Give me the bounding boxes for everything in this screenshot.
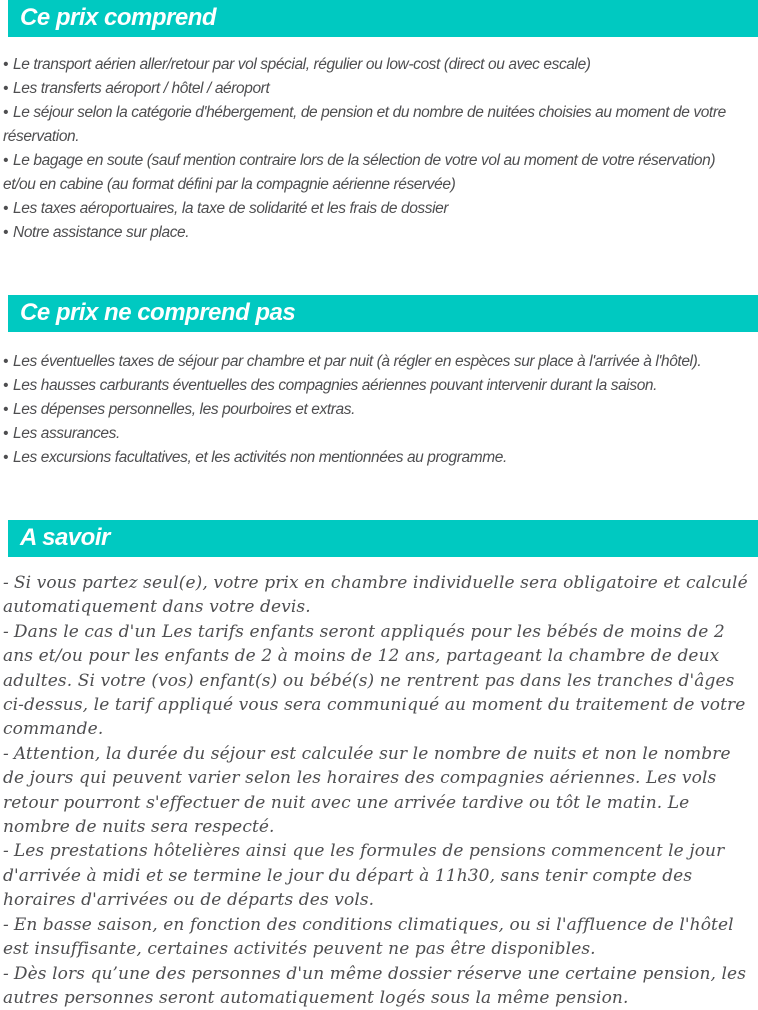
section-title-price-excludes: Ce prix ne comprend pas [20,301,295,327]
list-item-text: Notre assistance sur place. [13,224,189,241]
bullet-marker: • [3,353,8,370]
list-item [3,221,748,245]
list-item-text: Le bagage en soute (sauf mention contraire lors de la sélection de votre vol au moment de votre réservation) et/ou en cabine (au format défini par la compagnie aérienne réservée) [3,152,715,193]
bullet-marker: • [3,152,8,169]
dash-marker: - [3,622,9,642]
list-item-text: Dès lors qu’une des personnes d'un même dossier réserve une certaine pension, les autres personnes seront automatiquement logés sous la même pension. [3,964,746,1008]
section-price-excludes [0,295,758,520]
list-item [3,398,748,422]
list-item [3,422,748,446]
section-title-price-includes: Ce prix comprend [20,6,216,32]
list-item-text: En basse saison, en fonction des conditions climatiques, ou si l'affluence de l'hôtel est insuffisante, certaines activités peuvent ne pas être disponibles. [3,915,734,959]
price-excludes-list [0,332,758,520]
section-header-price-excludes [8,295,758,332]
list-item [3,149,748,197]
dash-marker: - [3,744,9,764]
list-item [3,101,748,149]
list-item-text: Les dépenses personnelles, les pourboires et extras. [13,401,355,418]
list-item-text: Le séjour selon la catégorie d'hébergement, de pension et du nombre de nuitées choisies au moment de votre réservation. [3,104,726,145]
price-includes-list [0,37,758,295]
section-header-to-know [8,520,758,557]
bullet-marker: • [3,200,8,217]
bullet-marker: • [3,104,8,121]
list-item-text: Les assurances. [13,425,120,442]
list-item [3,53,748,77]
list-item-text: Le transport aérien aller/retour par vol spécial, régulier ou low-cost (direct ou avec escale) [13,56,591,73]
bullet-marker: • [3,425,8,442]
list-item-text: Attention, la durée du séjour est calculée sur le nombre de nuits et non le nombre de jours qui peuvent varier selon les horaires des compagnies aériennes. Les vols retour pourront s'effectuer de nuit avec une arrivée tardive ou tôt le matin. Le nombre de nuits sera respecté. [3,744,731,837]
list-item-text: Les excursions facultatives, et les activités non mentionnées au programme. [13,449,507,466]
list-item-text: Les éventuelles taxes de séjour par chambre et par nuit (à régler en espèces sur place à l'arrivée à l'hôtel). [13,353,701,370]
list-item [3,962,752,1010]
list-item-text: Dans le cas d'un Les tarifs enfants seront appliqués pour les bébés de moins de 2 ans et/ou pour les enfants de 2 à moins de 12 ans, partageant la chambre de deux adultes. Si votre (vos) enfant(s) ou bébé(s) ne rentrent pas dans les tranches d'âges ci-dessus, le tarif appliqué vous sera communiqué au moment du traitement de votre commande. [3,622,745,740]
list-item-text: Si vous partez seul(e), votre prix en chambre individuelle sera obligatoire et calculé automatiquement dans votre devis. [3,573,748,617]
list-item [3,620,752,742]
section-price-includes [0,0,758,295]
list-item-text: Les hausses carburants éventuelles des compagnies aériennes pouvant intervenir durant la saison. [13,377,657,394]
dash-marker: - [3,915,9,935]
bullet-marker: • [3,377,8,394]
to-know-list [0,557,758,1010]
section-header-price-includes [8,0,758,37]
list-item-text: Les transferts aéroport / hôtel / aéroport [13,80,269,97]
list-item-text: Les taxes aéroportuaires, la taxe de solidarité et les frais de dossier [13,200,448,217]
list-item-text: Les prestations hôtelières ainsi que les formules de pensions commencent le jour d'arrivée à midi et se termine le jour du départ à 11h30, sans tenir compte des horaires d'arrivées ou de départs des vols. [3,841,724,910]
list-item [3,742,752,840]
bullet-marker: • [3,401,8,418]
bullet-marker: • [3,224,8,241]
list-item [3,350,748,374]
dash-marker: - [3,964,9,984]
bullet-marker: • [3,449,8,466]
list-item [3,77,748,101]
list-item [3,374,748,398]
dash-marker: - [3,841,9,861]
list-item [3,446,748,470]
section-to-know [0,520,758,1010]
list-item [3,839,752,912]
list-item [3,197,748,221]
dash-marker: - [3,573,9,593]
section-title-to-know: A savoir [20,526,110,552]
list-item [3,913,752,962]
bullet-marker: • [3,80,8,97]
bullet-marker: • [3,56,8,73]
list-item [3,571,752,620]
